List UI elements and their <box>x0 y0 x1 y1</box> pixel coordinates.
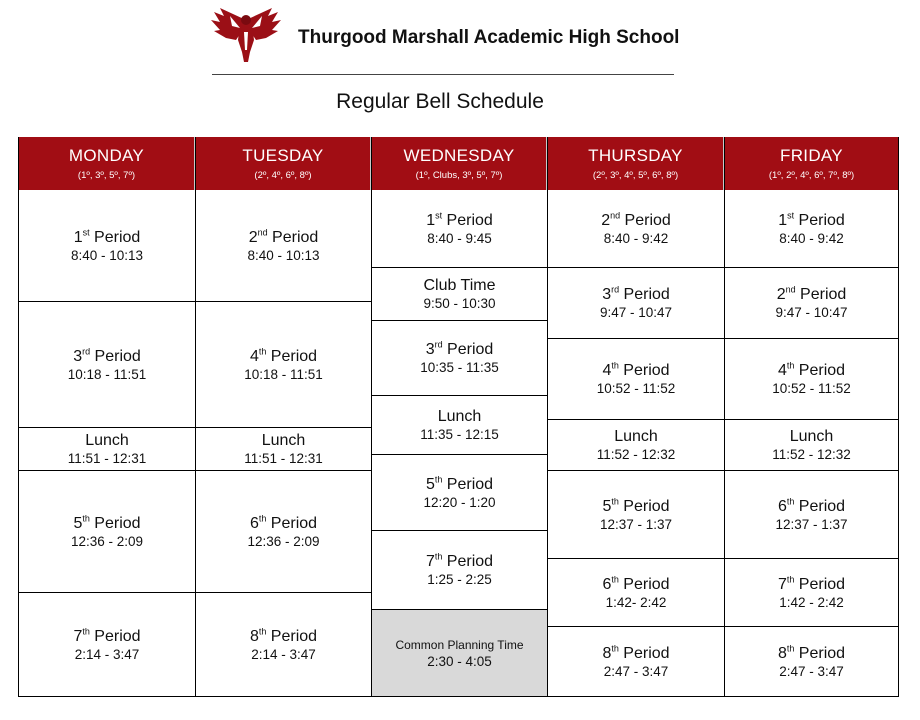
period-label <box>249 228 319 247</box>
page-header <box>0 0 920 120</box>
period-time: 8:40 - 9:42 <box>779 230 844 246</box>
period-name: Period <box>620 211 671 229</box>
period-number: 5 <box>602 497 612 515</box>
schedule-cell <box>725 268 898 339</box>
period-name: Period <box>795 286 847 303</box>
schedule-cell <box>196 302 371 428</box>
schedule-cell <box>725 420 898 471</box>
period-name: Period <box>442 553 494 570</box>
period-time: 12:36 - 2:09 <box>247 533 320 549</box>
day-periods: (1º, 3º, 5º, 7º) <box>77 170 136 181</box>
period-number: 7 <box>73 627 83 645</box>
period-name: Period <box>794 644 846 662</box>
period-name: Period <box>266 514 318 532</box>
day-name: TUESDAY <box>242 146 324 165</box>
period-time: 10:52 - 11:52 <box>772 381 851 396</box>
schedule-cell <box>548 559 724 627</box>
period-number: 4 <box>777 362 787 379</box>
period-ordinal-suffix: th <box>258 513 267 524</box>
period-label <box>790 427 834 446</box>
schedule-cell <box>548 339 724 420</box>
schedule-cell <box>19 428 195 471</box>
period-time: 11:52 - 12:32 <box>596 447 676 462</box>
period-label <box>778 211 845 230</box>
period-name: Lunch <box>614 428 658 445</box>
period-label <box>423 276 495 295</box>
period-time: 11:51 - 12:31 <box>67 451 147 466</box>
period-name: Period <box>794 497 846 515</box>
period-label <box>73 514 140 533</box>
period-number: 2 <box>776 286 786 303</box>
day-name: WEDNESDAY <box>403 146 515 165</box>
schedule-cell <box>196 471 371 593</box>
period-ordinal-suffix: th <box>82 626 90 637</box>
day-name: MONDAY <box>68 146 145 165</box>
period-label <box>426 552 493 571</box>
period-time: 8:40 - 9:45 <box>427 230 492 246</box>
period-name: Period <box>794 211 845 229</box>
period-number: 2 <box>601 211 611 229</box>
schedule-cell <box>372 396 547 455</box>
day-periods: (2º, 3º, 4º, 5º, 6º, 8º) <box>592 170 679 181</box>
period-time: 10:18 - 11:51 <box>244 366 323 382</box>
day-name: FRIDAY <box>780 146 843 165</box>
period-time: 9:50 - 10:30 <box>423 296 496 311</box>
period-time: 11:52 - 12:32 <box>772 447 851 462</box>
schedule-cell <box>372 531 547 610</box>
schedule-cell <box>725 559 898 627</box>
period-time: 11:35 - 12:15 <box>420 427 499 442</box>
period-number: 1 <box>426 211 436 229</box>
school-name: Thurgood Marshall Academic High School <box>298 27 680 48</box>
schedule-cell <box>548 420 724 471</box>
period-time: 8:40 - 9:42 <box>603 230 669 246</box>
period-label <box>778 361 845 380</box>
schedule-cell <box>372 321 547 396</box>
day-header <box>19 137 195 190</box>
period-name: Period <box>442 211 493 229</box>
period-name: Period <box>89 514 141 532</box>
period-name: Lunch <box>437 408 482 425</box>
period-name: Period <box>794 362 846 379</box>
schedule-cell <box>19 471 195 593</box>
day-cells <box>725 190 898 697</box>
day-column-wednesday <box>371 137 547 697</box>
period-label <box>602 361 669 380</box>
period-ordinal-suffix: rd <box>434 339 443 350</box>
header-divider <box>212 74 674 75</box>
day-cells <box>372 190 547 697</box>
period-number: 5 <box>73 514 83 532</box>
period-time: 1:42- 2:42 <box>605 594 667 610</box>
period-time: 12:36 - 2:09 <box>70 533 144 549</box>
day-column-tuesday <box>195 137 371 697</box>
period-time: 10:18 - 11:51 <box>67 366 147 382</box>
day-column-friday <box>724 137 899 697</box>
period-ordinal-suffix: th <box>611 643 619 654</box>
period-time: 12:37 - 1:37 <box>599 516 673 532</box>
period-number: 4 <box>249 347 259 365</box>
period-name: Lunch <box>789 428 834 445</box>
period-ordinal-suffix: rd <box>82 346 91 357</box>
period-name: Period <box>442 341 494 358</box>
period-ordinal-suffix: nd <box>610 210 621 221</box>
period-number: 8 <box>777 644 787 662</box>
period-label <box>602 575 669 594</box>
period-name: Period <box>90 347 141 365</box>
period-ordinal-suffix: rd <box>611 284 620 295</box>
period-label <box>614 427 658 446</box>
period-number: 3 <box>73 347 83 365</box>
period-number: 7 <box>777 575 787 593</box>
period-name: Lunch <box>85 432 129 449</box>
page-title: Regular Bell Schedule <box>336 90 544 113</box>
day-cells <box>19 190 195 697</box>
period-label <box>250 514 317 533</box>
period-time: 10:52 - 11:52 <box>596 381 676 396</box>
period-ordinal-suffix: st <box>787 210 795 221</box>
period-ordinal-suffix: th <box>786 574 795 585</box>
period-time: 2:47 - 3:47 <box>603 663 669 679</box>
period-number: 6 <box>777 497 787 515</box>
period-ordinal-suffix: st <box>435 210 443 221</box>
period-time: 10:35 - 11:35 <box>420 360 499 375</box>
period-time: 2:14 - 3:47 <box>74 646 140 662</box>
period-label <box>262 431 306 450</box>
day-header <box>725 137 898 190</box>
period-label <box>602 497 669 516</box>
period-name: Common Planning Time <box>395 637 524 652</box>
day-periods: (1º, 2º, 4º, 6º, 7º, 8º) <box>768 170 855 181</box>
day-periods: (2º, 4º, 6º, 8º) <box>254 170 312 181</box>
schedule-cell <box>196 428 371 471</box>
eagle-logo-icon <box>210 6 282 66</box>
period-ordinal-suffix: th <box>611 496 619 507</box>
schedule-cell <box>372 190 547 268</box>
period-ordinal-suffix: nd <box>785 284 796 295</box>
period-time: 2:47 - 3:47 <box>779 663 844 679</box>
period-ordinal-suffix: th <box>786 643 795 654</box>
schedule-cell <box>19 190 195 302</box>
period-ordinal-suffix: th <box>434 474 443 485</box>
period-name: Period <box>442 475 494 493</box>
day-header <box>196 137 371 190</box>
schedule-cell <box>548 627 724 697</box>
schedule-cell <box>372 455 547 531</box>
day-column-thursday <box>547 137 724 697</box>
day-periods: (1º, Clubs, 3º, 5º, 7º) <box>415 170 503 181</box>
period-label <box>85 431 129 450</box>
schedule-cell <box>372 268 547 321</box>
period-number: 3 <box>602 286 612 303</box>
schedule-cell <box>725 471 898 559</box>
period-time: 8:40 - 10:13 <box>70 247 144 263</box>
period-number: 4 <box>602 362 612 379</box>
period-number: 8 <box>602 644 612 662</box>
period-ordinal-suffix: th <box>258 346 267 357</box>
period-number: 6 <box>249 514 259 532</box>
period-time: 9:47 - 10:47 <box>775 305 848 320</box>
day-cells <box>548 190 724 697</box>
period-number: 8 <box>249 627 259 645</box>
period-ordinal-suffix: th <box>611 360 619 371</box>
period-label <box>438 407 482 426</box>
period-ordinal-suffix: th <box>786 360 795 371</box>
period-label <box>395 637 523 653</box>
schedule-cell <box>725 339 898 420</box>
schedule-cell <box>548 190 724 268</box>
period-ordinal-suffix: st <box>82 227 90 238</box>
period-label <box>777 285 847 304</box>
schedule-cell <box>548 471 724 559</box>
period-number: 7 <box>425 553 435 570</box>
period-ordinal-suffix: nd <box>257 227 268 238</box>
period-name: Lunch <box>261 432 306 449</box>
period-name: Period <box>266 627 318 645</box>
period-label <box>426 475 493 494</box>
period-label <box>601 211 671 230</box>
period-name: Period <box>618 575 670 593</box>
bell-schedule-table <box>18 137 899 697</box>
schedule-cell <box>548 268 724 339</box>
period-time: 2:14 - 3:47 <box>251 646 316 662</box>
period-label <box>73 347 141 366</box>
period-name: Period <box>267 228 319 246</box>
schedule-cell <box>19 302 195 428</box>
period-number: 6 <box>602 575 612 593</box>
schedule-cell <box>19 593 195 697</box>
period-label <box>602 285 670 304</box>
period-time: 1:42 - 2:42 <box>779 594 844 610</box>
day-column-monday <box>18 137 195 697</box>
period-ordinal-suffix: th <box>82 513 90 524</box>
period-time: 9:47 - 10:47 <box>599 305 673 320</box>
period-label <box>602 644 669 663</box>
period-label <box>250 627 317 646</box>
period-label <box>426 211 493 230</box>
period-label <box>250 347 317 366</box>
schedule-cell <box>725 190 898 268</box>
period-label <box>73 627 140 646</box>
day-header <box>548 137 724 190</box>
period-name: Period <box>618 362 670 379</box>
day-name: THURSDAY <box>588 146 683 165</box>
schedule-cell <box>372 610 547 697</box>
period-name: Period <box>89 627 141 645</box>
period-name: Period <box>89 228 141 246</box>
period-number: 2 <box>248 228 258 246</box>
period-name: Period <box>266 347 318 365</box>
period-label <box>778 575 845 594</box>
period-time: 12:37 - 1:37 <box>775 516 848 532</box>
period-number: 1 <box>73 228 83 246</box>
period-number: 5 <box>425 475 435 493</box>
period-label <box>778 497 845 516</box>
period-time: 8:40 - 10:13 <box>247 247 320 263</box>
period-ordinal-suffix: th <box>258 626 267 637</box>
period-number: 1 <box>778 211 788 229</box>
day-cells <box>196 190 371 697</box>
period-label <box>74 228 141 247</box>
period-time: 1:25 - 2:25 <box>427 572 492 587</box>
period-label <box>778 644 845 663</box>
period-ordinal-suffix: th <box>786 496 795 507</box>
period-name: Period <box>619 286 670 303</box>
period-time: 12:20 - 1:20 <box>423 494 496 510</box>
period-name: Period <box>618 497 670 515</box>
period-number: 3 <box>425 341 435 358</box>
period-label <box>426 340 494 359</box>
period-ordinal-suffix: th <box>434 551 443 562</box>
period-time: 11:51 - 12:31 <box>244 451 323 466</box>
period-name: Period <box>794 575 846 593</box>
day-header <box>372 137 547 190</box>
period-ordinal-suffix: th <box>611 574 619 585</box>
schedule-cell <box>725 627 898 697</box>
period-time: 2:30 - 4:05 <box>427 653 492 669</box>
period-name: Period <box>618 644 670 662</box>
period-name: Club Time <box>423 277 496 294</box>
schedule-cell <box>196 593 371 697</box>
schedule-cell <box>196 190 371 302</box>
